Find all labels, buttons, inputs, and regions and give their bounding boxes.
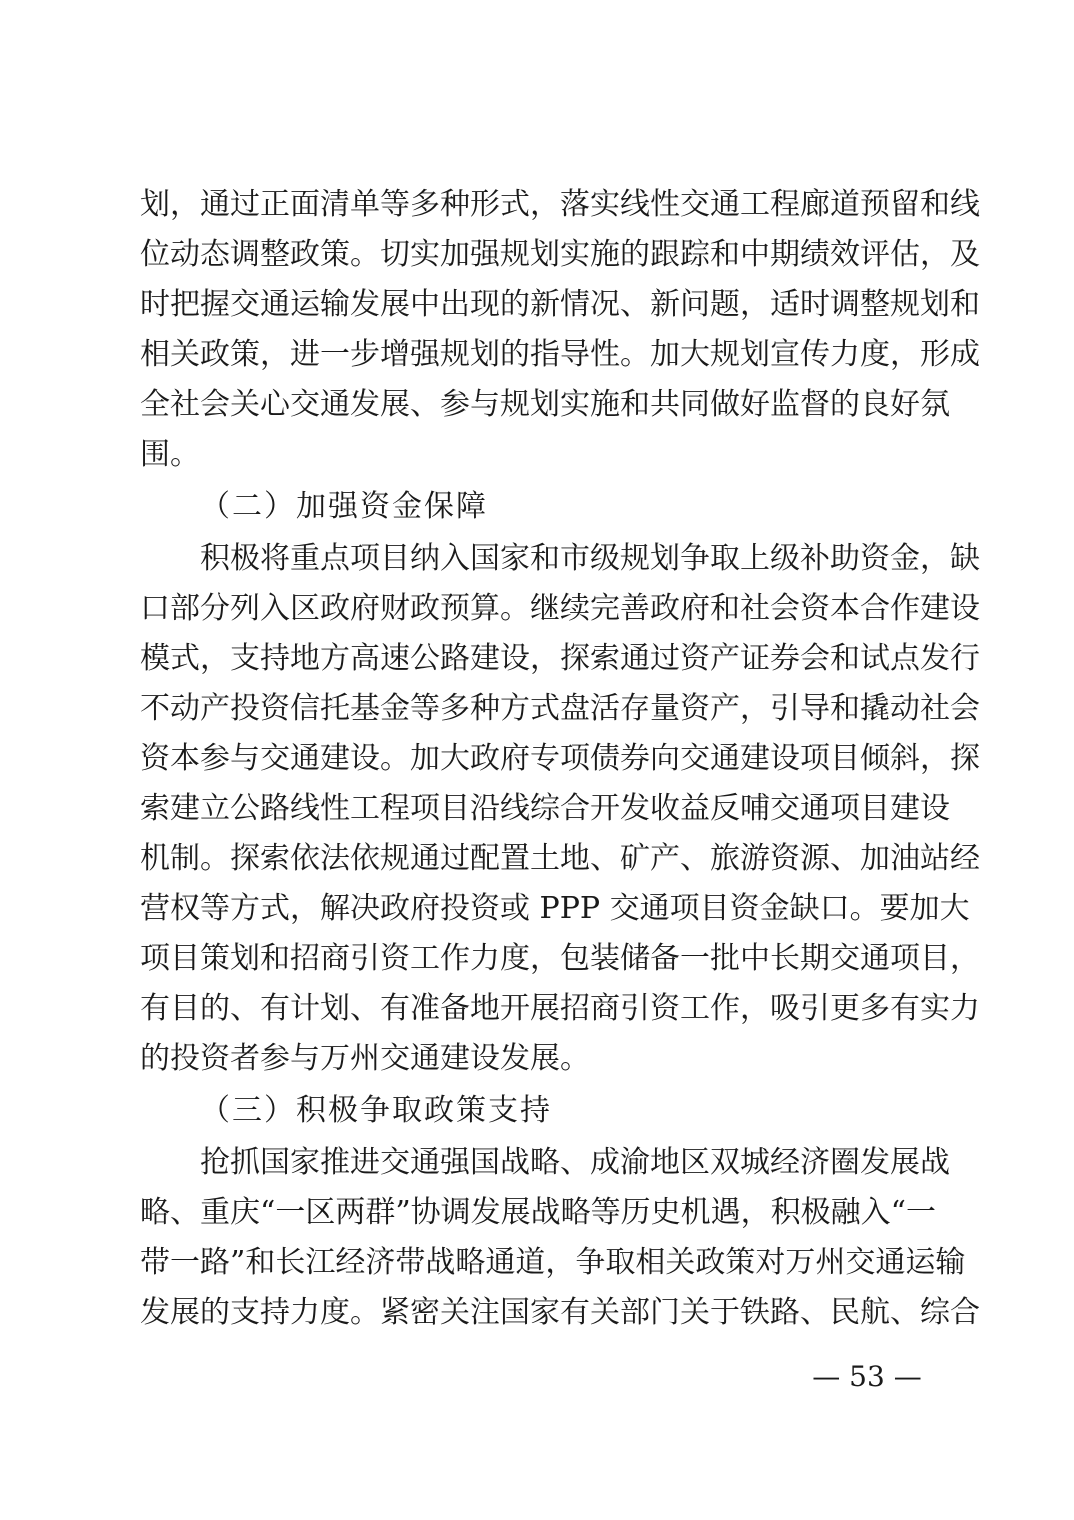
paragraph-2-line-3: 模式，支持地方高速公路建设，探索通过资产证券会和试点发行 — [140, 641, 980, 676]
paragraph-3-line-4: 发展的支持力度。紧密关注国家有关部门关于铁路、民航、综合 — [140, 1295, 980, 1330]
paragraph-3-line-1: 抢抓国家推进交通强国战略、成渝地区双城经济圈发展战 — [200, 1145, 950, 1180]
paragraph-2-line-10: 有目的、有计划、有准备地开展招商引资工作，吸引更多有实力 — [140, 991, 980, 1026]
paragraph-1-line-1: 划，通过正面清单等多种形式，落实线性交通工程廊道预留和线 — [140, 187, 980, 222]
paragraph-2-line-5: 资本参与交通建设。加大政府专项债券向交通建设项目倾斜，探 — [140, 741, 980, 776]
paragraph-3-line-3: 带一路”和长江经济带战略通道，争取相关政策对万州交通运输 — [140, 1245, 966, 1280]
paragraph-2-line-8: 营权等方式，解决政府投资或 PPP 交通项目资金缺口。要加大 — [140, 891, 970, 926]
paragraph-2-line-1: 积极将重点项目纳入国家和市级规划争取上级补助资金，缺 — [200, 541, 980, 576]
paragraph-2-line-6: 索建立公路线性工程项目沿线综合开发收益反哺交通项目建设 — [140, 791, 950, 826]
section-heading-2: （二）加强资金保障 — [200, 489, 488, 524]
paragraph-2-line-4: 不动产投资信托基金等多种方式盘活存量资产，引导和撬动社会 — [140, 691, 980, 726]
paragraph-1-line-4: 相关政策，进一步增强规划的指导性。加大规划宣传力度，形成 — [140, 337, 980, 372]
paragraph-2-line-11: 的投资者参与万州交通建设发展。 — [140, 1041, 590, 1076]
paragraph-2-line-7: 机制。探索依法依规通过配置土地、矿产、旅游资源、加油站经 — [140, 841, 980, 876]
paragraph-1-line-3: 时把握交通运输发展中出现的新情况、新问题，适时调整规划和 — [140, 287, 980, 322]
paragraph-2-line-9: 项目策划和招商引资工作力度，包装储备一批中长期交通项目， — [140, 941, 980, 976]
paragraph-2-line-2: 口部分列入区政府财政预算。继续完善政府和社会资本合作建设 — [140, 591, 980, 626]
paragraph-3-line-2: 略、重庆“一区两群”协调发展战略等历史机遇，积极融入“一 — [140, 1195, 937, 1230]
page-number: — 53 — — [812, 1360, 922, 1393]
section-heading-3: （三）积极争取政策支持 — [200, 1093, 552, 1128]
paragraph-1-line-5: 全社会关心交通发展、参与规划实施和共同做好监督的良好氛 — [140, 387, 950, 422]
paragraph-1-line-6: 围。 — [140, 437, 200, 472]
paragraph-1-line-2: 位动态调整政策。切实加强规划实施的跟踪和中期绩效评估，及 — [140, 237, 980, 272]
